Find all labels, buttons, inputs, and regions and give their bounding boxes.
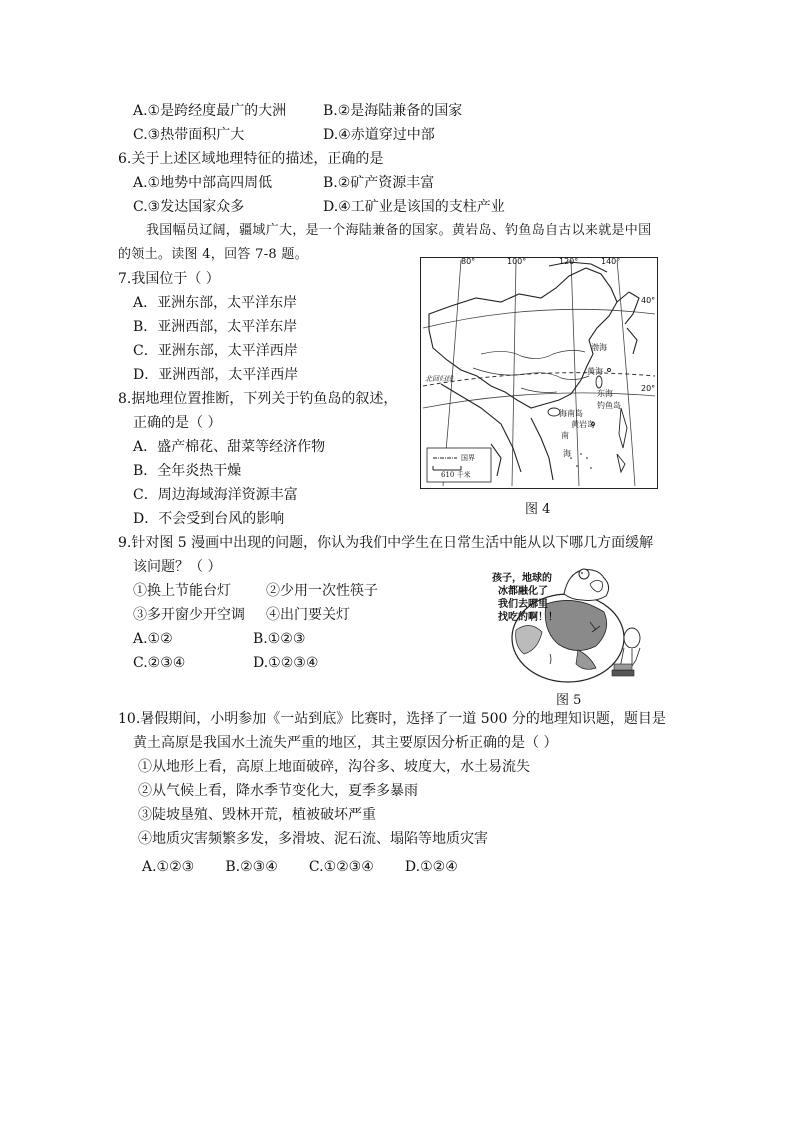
legend-scale-label: 610 千米	[441, 471, 471, 479]
label-donghai: 东海	[597, 389, 613, 398]
label-huangyandao: 黄岩岛	[571, 420, 595, 429]
q6-option-b: B.②矿产资源丰富	[323, 175, 435, 191]
q6-option-c: C.③发达国家众多	[133, 199, 245, 215]
passage-line-1: 我国幅员辽阔，疆域广大，是一个海陆兼备的国家。黄岩岛、钓鱼岛自古以来就是中国	[146, 223, 652, 238]
label-hai: 海	[563, 449, 571, 458]
q9-item-2: ②少用一次性筷子	[266, 583, 378, 599]
q9-option-c: C.②③④	[133, 655, 186, 671]
lon-label-140: 140°	[601, 257, 621, 266]
speech-line-1: 孩子，地球的	[492, 573, 552, 584]
q6-option-d: D.④工矿业是该国的支柱产业	[323, 199, 505, 215]
q9-option-a: A.①②	[133, 631, 173, 647]
q6-option-a: A.①地势中部高四周低	[133, 175, 273, 191]
q10-stem-line-2: 黄土高原是我国水土流失严重的地区，其主要原因分析正确的是（ ）	[133, 735, 558, 751]
q8-option-a: A．盛产棉花、甜菜等经济作物	[133, 439, 326, 455]
figure-5-caption: 图 5	[556, 693, 582, 708]
q9-option-d: D.①②③④	[253, 655, 319, 671]
lon-label-80: 80°	[461, 257, 476, 266]
passage-line-2: 的领土。读图 4，回答 7-8 题。	[118, 247, 309, 262]
speech-line-2: 冰都融化了	[498, 586, 548, 597]
china-map-drawing	[421, 258, 657, 488]
q8-option-b: B．全年炎热干燥	[133, 463, 242, 479]
label-bohai: 渤海	[591, 343, 607, 352]
q8-option-d: D．不会受到台风的影响	[133, 511, 285, 527]
q8-option-c: C．周边海域海洋资源丰富	[133, 487, 298, 503]
legend-border-label: 国界	[461, 454, 475, 462]
figure-4-caption: 图 4	[525, 502, 551, 517]
label-tropic: 北回归线	[425, 375, 453, 383]
q7-option-a: A．亚洲东部，太平洋东岸	[133, 295, 298, 311]
label-hainandao: 海南岛	[559, 409, 583, 418]
q9-option-b: B.①②③	[253, 631, 306, 647]
q7-option-c: C．亚洲东部，太平洋西岸	[133, 343, 298, 359]
label-diaoyudao: 钓鱼岛	[597, 401, 621, 410]
q10-item-4: ④地质灾害频繁多发，多滑坡、泥石流、塌陷等地质灾害	[138, 831, 488, 847]
lat-label-40: 40°	[641, 296, 656, 305]
label-nan: 南	[561, 431, 569, 440]
q5-option-d: D.④赤道穿过中部	[323, 127, 435, 143]
q10-item-2: ②从气候上看，降水季节变化大，夏季多暴雨	[138, 783, 418, 799]
speech-line-3: 我们去哪里	[498, 599, 548, 610]
q10-stem-line-1: 10.暑假期间，小明参加《一站到底》比赛时，选择了一道 500 分的地理知识题，题目是	[118, 711, 666, 727]
q8-stem-line-1: 8.据地理位置推断，下列关于钓鱼岛的叙述，	[118, 391, 398, 407]
q10-item-3: ③陡坡垦殖、毁林开荒，植被破坏严重	[138, 807, 376, 823]
q10-options: A.①②③ B.②③④ C.①②③④ D.①②④	[142, 859, 458, 875]
cartoon-speech	[492, 572, 558, 624]
q7-stem: 7.我国位于（ ）	[118, 271, 220, 287]
q6-stem: 6.关于上述区域地理特征的描述，正确的是	[118, 151, 384, 167]
q9-item-4: ④出门要关灯	[266, 607, 350, 623]
lon-label-100: 100°	[507, 257, 527, 266]
q9-stem-line-2: 该问题？（ ）	[133, 559, 222, 575]
speech-line-4: 找吃的啊！！	[498, 612, 558, 623]
lat-label-20: 20°	[641, 384, 656, 393]
figure-4-map	[420, 257, 658, 489]
lon-label-120: 120°	[559, 257, 579, 266]
q7-option-d: D．亚洲西部，太平洋西岸	[133, 367, 299, 383]
label-huanghai: 黄海	[587, 367, 603, 376]
q9-item-1: ①换上节能台灯	[133, 583, 231, 599]
q7-option-b: B．亚洲西部，太平洋东岸	[133, 319, 298, 335]
q9-item-3: ③多开窗少开空调	[133, 607, 245, 623]
q10-item-1: ①从地形上看，高原上地面破碎，沟谷多、坡度大，水土易流失	[138, 759, 530, 775]
q5-option-a: A.①是跨经度最广的大洲	[133, 103, 287, 119]
figure-5-cartoon	[486, 560, 658, 686]
q8-stem-line-2: 正确的是（ ）	[133, 415, 222, 431]
q5-option-c: C.③热带面积广大	[133, 127, 245, 143]
q9-stem-line-1: 9.针对图 5 漫画中出现的问题，你认为我们中学生在日常生活中能从以下哪几方面缓解	[118, 535, 654, 551]
q5-option-b: B.②是海陆兼备的国家	[323, 103, 463, 119]
